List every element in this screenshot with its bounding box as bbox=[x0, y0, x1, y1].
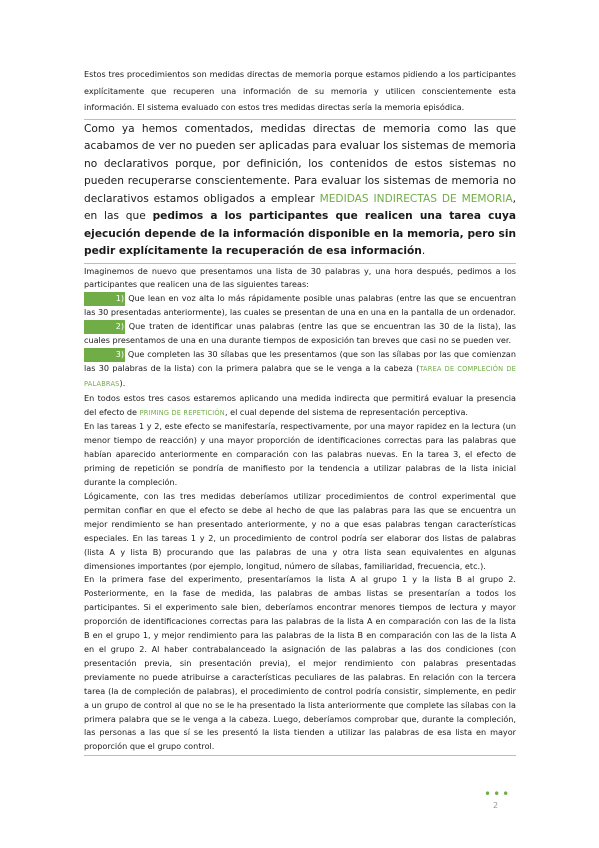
divider-middle bbox=[84, 263, 516, 264]
divider-top bbox=[84, 119, 516, 120]
task-item-1 bbox=[84, 292, 516, 320]
footer-dots-icon: ••• bbox=[484, 787, 512, 801]
paragraph-experiment: En la primera fase del experimento, presentaríamos la lista A al grupo 1 y la lista B al grupo 2. Posteriormente, en la fase de medida, las palabras de ambas listas se presentarían a todos los participantes. Si el experimento sale bien, deberíamos encontrar menores tiempos de lectura y mayor proporción de identificaciones correctas para las palabras de la lista A en comparación con las de la lista B en el grupo 1, y mejor rendimiento para las palabras de la lista B en comparación con las de la lista A en el grupo 2. Al haber contrabalanceado la asignación de las palabras a las dos condiciones (con presentación previa, sin presentación previa), el mejor rendimiento con palabras presentadas previamente no puede atribuirse a características peculiares de las palabras. En relación con la tercera tarea (la de compleción de palabras), el procedimiento de control podría consistir, simplemente, en pedir a un grupo de control al que no se le ha presentado la lista anteriormente que complete las sílabas con la primera palabra que se le venga a la cabeza. Luego, deberíamos comprobar que, durante la compleción, las personas a las que sí se les presentó la lista tienden a utilizar las palabras de esa lista en mayor proporción que el grupo control. bbox=[84, 573, 516, 756]
paragraph-priming bbox=[84, 392, 516, 421]
task-number-3: 3) bbox=[84, 348, 125, 362]
page-number: 2 bbox=[493, 801, 499, 810]
term-tarea-complecion: TAREA DE COMPLECIÓN DE PALABRAS bbox=[84, 364, 516, 388]
task-text-3: Que completen las 30 sílabas que les presentamos (que son las sílabas por las que comienzan las 30 palabras de la lista) con la primera palabra que se le venga a la cabeza ( bbox=[84, 348, 516, 373]
task-text-2: Que traten de identificar unas palabras (entre las que se encuentran las 30 de la lista), las cuales presentamos de una en una durante tiempos de exposición tan breves que casi no se pueden ver. bbox=[84, 321, 516, 346]
task-item-2 bbox=[84, 320, 516, 348]
highlight-bold-text: pedimos a los participantes que realicen una tarea cuya ejecución depende de la información disponible en la memoria, pero sin pedir explícitamente la recuperación de esa información bbox=[84, 210, 516, 257]
task-text-3-end: ). bbox=[119, 377, 126, 388]
intro-paragraph: Estos tres procedimientos son medidas directas de memoria porque estamos pidiendo a los participantes explícitamente que recuperen una información de su memoria y utilicen conscientemente esta información. El sistema evaluado con estos tres medidas directas sería la memoria episódica. bbox=[84, 69, 516, 112]
task-number-1: 1) bbox=[84, 292, 125, 306]
highlight-text-a: Como ya hemos comentados, medidas directas de memoria como las que acabamos de ver no pueden ser aplicadas para evaluar los sistemas de memoria no declarativos porque, por definición, los contenidos de estos sistemas no pueden recuperarse conscientemente. Para evaluar los sistemas de memoria no declarativos estamos obligados a emplear bbox=[84, 122, 516, 205]
priming-text-b: , el cual depende del sistema de representación perceptiva. bbox=[224, 406, 468, 417]
term-medidas-indirectas: MEDIDAS INDIRECTAS DE MEMORIA bbox=[319, 192, 513, 205]
task-item-3 bbox=[84, 348, 516, 392]
highlight-text-b: , en las que bbox=[84, 192, 517, 222]
tasks-intro: Imaginemos de nuevo que presentamos una lista de 30 palabras y, una hora después, pedimos a los participantes que realicen una de las siguientes tareas: bbox=[84, 265, 516, 290]
priming-text-a: En todos estos tres casos estaremos aplicando una medida indirecta que permitirá evaluar la presencia del efecto de bbox=[84, 392, 516, 417]
task-text-1: Que lean en voz alta lo más rápidamente posible unas palabras (entre las que se encuentran las 30 presentadas anteriormente), las cuales se presentan de una en una en la pantalla de un ordenador. bbox=[84, 293, 516, 318]
paragraph-control: Lógicamente, con las tres medidas deberíamos utilizar procedimientos de control experimental que permitan confiar en que el efecto se debe al hecho de que las palabras para las que se encuentra un mejor rendimiento se han presentado anteriormente, y no a que esas palabras tengan características especiales. En las tareas 1 y 2, un procedimiento de control podría ser elaborar dos listas de palabras (lista A y lista B) procurando que las palabras de una y otra lista sean equivalentes en algunas dimensiones importantes (por ejemplo, longitud, número de sílabas, familiaridad, frecuencia, etc.). bbox=[84, 491, 516, 571]
paragraph-tasks-effect: En las tareas 1 y 2, este efecto se manifestaría, respectivamente, por una mayor rapidez en la lectura (un menor tiempo de reacción) y una mayor proporción de identificaciones correctas para las palabras que habían aparecido anteriormente en comparación con las palabras nuevas. En la tarea 3, el efecto de priming de repetición se pondría de manifiesto por la tendencia a utilizar palabras de la lista inicial durante la compleción. bbox=[84, 421, 516, 488]
document-page bbox=[84, 66, 516, 756]
highlight-paragraph bbox=[84, 121, 516, 261]
task-number-2: 2) bbox=[84, 320, 125, 334]
term-priming-repeticion: PRIMING DE REPETICIÓN bbox=[139, 408, 225, 417]
highlight-text-c: . bbox=[421, 245, 426, 257]
